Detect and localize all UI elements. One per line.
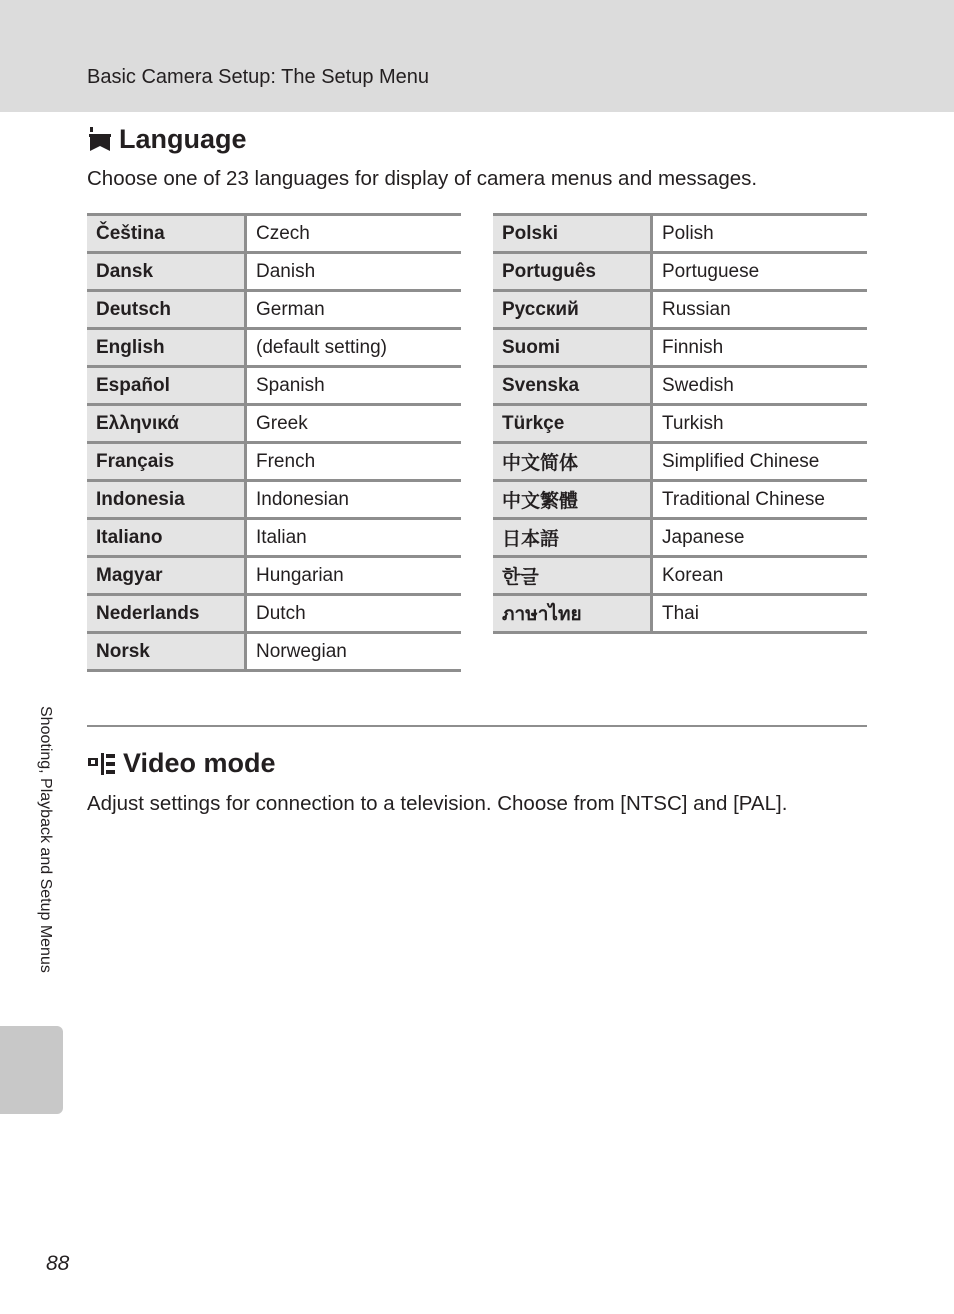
language-native-name: Deutsch — [87, 291, 246, 329]
language-row — [87, 443, 461, 481]
language-native-name: Français — [87, 443, 246, 481]
language-row — [493, 291, 867, 329]
language-english-name: French — [246, 443, 462, 481]
side-label: Shooting, Playback and Setup Menus — [37, 706, 54, 973]
language-native-name: Suomi — [493, 329, 652, 367]
language-native-name: 中文繁體 — [493, 481, 652, 519]
language-icon — [87, 126, 113, 154]
language-native-name: Magyar — [87, 557, 246, 595]
language-native-name: English — [87, 329, 246, 367]
language-english-name: Indonesian — [246, 481, 462, 519]
language-english-name: Italian — [246, 519, 462, 557]
language-native-name: Ελληνικά — [87, 405, 246, 443]
language-native-name: Polski — [493, 215, 652, 253]
language-heading — [87, 124, 247, 155]
video-mode-icon — [87, 750, 117, 778]
language-row — [87, 519, 461, 557]
language-row — [87, 253, 461, 291]
language-row — [87, 215, 461, 253]
video-mode-title: Video mode — [123, 748, 276, 778]
language-title: Language — [119, 124, 247, 154]
language-row — [493, 519, 867, 557]
side-tab — [0, 1026, 63, 1114]
language-english-name: Hungarian — [246, 557, 462, 595]
header-band — [0, 0, 954, 112]
language-row — [87, 595, 461, 633]
language-row — [493, 367, 867, 405]
language-row — [493, 595, 867, 633]
language-english-name: Finnish — [652, 329, 868, 367]
language-row — [87, 633, 461, 671]
language-english-name: Portuguese — [652, 253, 868, 291]
language-row — [87, 557, 461, 595]
language-row — [493, 481, 867, 519]
language-row — [493, 215, 867, 253]
language-native-name: Русский — [493, 291, 652, 329]
language-row — [493, 557, 867, 595]
language-english-name: Simplified Chinese — [652, 443, 868, 481]
language-english-name: Czech — [246, 215, 462, 253]
language-row — [87, 329, 461, 367]
language-english-name: Dutch — [246, 595, 462, 633]
language-native-name: Português — [493, 253, 652, 291]
language-row — [493, 253, 867, 291]
language-row — [493, 329, 867, 367]
language-english-name: Japanese — [652, 519, 868, 557]
video-mode-heading — [87, 748, 276, 779]
language-description: Choose one of 23 languages for display of camera menus and messages. — [87, 167, 758, 190]
language-native-name: ภาษาไทย — [493, 595, 652, 633]
language-table-right — [493, 213, 867, 634]
language-native-name: Türkçe — [493, 405, 652, 443]
language-row — [87, 367, 461, 405]
language-english-name: Korean — [652, 557, 868, 595]
language-native-name: Čeština — [87, 215, 246, 253]
language-row — [493, 405, 867, 443]
language-english-name: Greek — [246, 405, 462, 443]
language-native-name: 日本語 — [493, 519, 652, 557]
language-english-name: Russian — [652, 291, 868, 329]
language-row — [87, 481, 461, 519]
language-native-name: Nederlands — [87, 595, 246, 633]
language-native-name: Svenska — [493, 367, 652, 405]
language-english-name: Norwegian — [246, 633, 462, 671]
language-english-name: Danish — [246, 253, 462, 291]
language-row — [493, 443, 867, 481]
video-mode-description: Adjust settings for connection to a television. Choose from [NTSC] and [PAL]. — [87, 792, 788, 815]
language-english-name: Spanish — [246, 367, 462, 405]
language-english-name: Swedish — [652, 367, 868, 405]
language-native-name: Norsk — [87, 633, 246, 671]
section-divider — [87, 725, 867, 727]
page-number: 88 — [46, 1252, 70, 1275]
language-english-name: (default setting) — [246, 329, 462, 367]
language-native-name: 中文简体 — [493, 443, 652, 481]
language-english-name: Polish — [652, 215, 868, 253]
language-english-name: German — [246, 291, 462, 329]
language-native-name: 한글 — [493, 557, 652, 595]
language-row — [87, 405, 461, 443]
language-native-name: Italiano — [87, 519, 246, 557]
header-title: Basic Camera Setup: The Setup Menu — [87, 66, 430, 88]
language-english-name: Thai — [652, 595, 868, 633]
language-native-name: Español — [87, 367, 246, 405]
language-english-name: Turkish — [652, 405, 868, 443]
language-row — [87, 291, 461, 329]
language-native-name: Dansk — [87, 253, 246, 291]
language-native-name: Indonesia — [87, 481, 246, 519]
language-table-left — [87, 213, 461, 672]
language-english-name: Traditional Chinese — [652, 481, 868, 519]
